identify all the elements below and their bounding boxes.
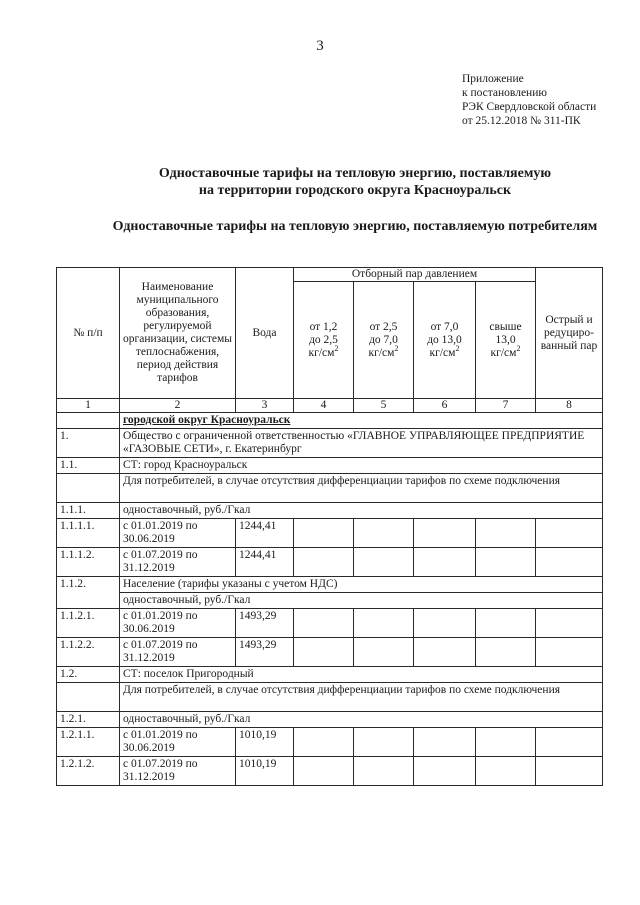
system-row (57, 458, 603, 474)
header-pressure-2: от 2,5 до 7,0 $кг/см^2$ (354, 282, 414, 399)
row-number: 1.1.1.1. (57, 519, 120, 548)
tariff-period: с 01.01.2019 по 30.06.2019 (120, 609, 236, 638)
rate-type-row (57, 593, 603, 609)
org-name: Общество с ограниченной ответственностью «ГЛАВНОЕ УПРАВЛЯЮЩЕЕ ПРЕДПРИЯТИЕ «ГАЗОВЫЕ СЕТИ», г. Екатеринбург (120, 429, 603, 458)
column-number-row (57, 399, 603, 413)
column-number: 8 (536, 399, 603, 413)
note-row (57, 474, 603, 503)
tariff-period: с 01.01.2019 по 30.06.2019 (120, 728, 236, 757)
header-num: № п/п (57, 268, 120, 399)
header-pressure-1: от 1,2 до 2,5 $кг/см^2$ (294, 282, 354, 399)
row-number: 1.2.1.2. (57, 757, 120, 786)
header-sharp-steam: Острый и редуциро-ванный пар (536, 268, 603, 399)
header-pressure-3: от 7,0 до 13,0 $кг/см^2$ (414, 282, 476, 399)
approval-line: к постановлению (462, 87, 547, 99)
document-title (0, 165, 640, 199)
rate-type: одноставочный, руб./Гкал (120, 593, 603, 609)
tariff-row (57, 609, 603, 638)
row-number: 1.1.2.2. (57, 638, 120, 667)
water-value: 1493,29 (236, 638, 294, 667)
tariff-row (57, 728, 603, 757)
note-row (57, 683, 603, 712)
district-row (57, 413, 603, 429)
tariff-table (56, 267, 603, 786)
header-water: Вода (236, 268, 294, 399)
column-number: 6 (414, 399, 476, 413)
district-name: городской округ Красноуральск (120, 413, 603, 429)
row-number: 1.1.1.2. (57, 548, 120, 577)
page-number: 3 (316, 38, 324, 54)
org-row (57, 429, 603, 458)
rate-type: одноставочный, руб./Гкал (120, 712, 603, 728)
tariff-row (57, 638, 603, 667)
tariff-row (57, 757, 603, 786)
tariff-period: с 01.07.2019 по 31.12.2019 (120, 638, 236, 667)
column-number: 2 (120, 399, 236, 413)
system-name: СТ: поселок Пригородный (120, 667, 603, 683)
approval-block (462, 72, 596, 128)
title-line: на территории городского округа Красноуральск (198, 183, 512, 198)
row-number: 1.1.2. (57, 577, 120, 609)
row-number: 1.1.1. (57, 503, 120, 519)
row-number: 1.1.2.1. (57, 609, 120, 638)
header-org: Наименование муниципального образования, регулируемой организации, системы теплоснабжения, период действия тарифов (120, 268, 236, 399)
system-row (57, 667, 603, 683)
tariff-row (57, 548, 603, 577)
column-number: 4 (294, 399, 354, 413)
tariff-period: с 01.01.2019 по 30.06.2019 (120, 519, 236, 548)
row-number: 1.2.1.1. (57, 728, 120, 757)
tariff-row (57, 519, 603, 548)
title-line: Одноставочные тарифы на тепловую энергию, поставляемую (158, 166, 552, 181)
water-value: 1244,41 (236, 519, 294, 548)
rate-type-row (57, 503, 603, 519)
header-steam-group: Отборный пар давлением (294, 268, 536, 282)
water-value: 1493,29 (236, 609, 294, 638)
row-number: 1.2.1. (57, 712, 120, 728)
rate-type-row (57, 712, 603, 728)
header-row (57, 268, 603, 282)
row-number: 1.2. (57, 667, 120, 683)
header-pressure-4: свыше 13,0 $кг/см^2$ (476, 282, 536, 399)
document-subtitle: Одноставочные тарифы на тепловую энергию, поставляемую потребителям (112, 219, 598, 234)
population-row (57, 577, 603, 593)
rate-type: одноставочный, руб./Гкал (120, 503, 603, 519)
approval-line: РЭК Свердловской области (462, 101, 597, 113)
water-value: 1010,19 (236, 757, 294, 786)
tariff-period: с 01.07.2019 по 31.12.2019 (120, 757, 236, 786)
population-label: Население (тарифы указаны с учетом НДС) (120, 577, 603, 593)
system-name: СТ: город Красноуральск (120, 458, 603, 474)
tariff-period: с 01.07.2019 по 31.12.2019 (120, 548, 236, 577)
approval-line: Приложение (462, 73, 524, 85)
water-value: 1244,41 (236, 548, 294, 577)
consumers-note: Для потребителей, в случае отсутствия дифференциации тарифов по схеме подключения (120, 683, 603, 712)
water-value: 1010,19 (236, 728, 294, 757)
column-number: 5 (354, 399, 414, 413)
column-number: 7 (476, 399, 536, 413)
column-number: 3 (236, 399, 294, 413)
column-number: 1 (57, 399, 120, 413)
approval-line: от 25.12.2018 № 311-ПК (462, 115, 581, 127)
row-number: 1. (57, 429, 120, 458)
consumers-note: Для потребителей, в случае отсутствия дифференциации тарифов по схеме подключения (120, 474, 603, 503)
row-number: 1.1. (57, 458, 120, 474)
